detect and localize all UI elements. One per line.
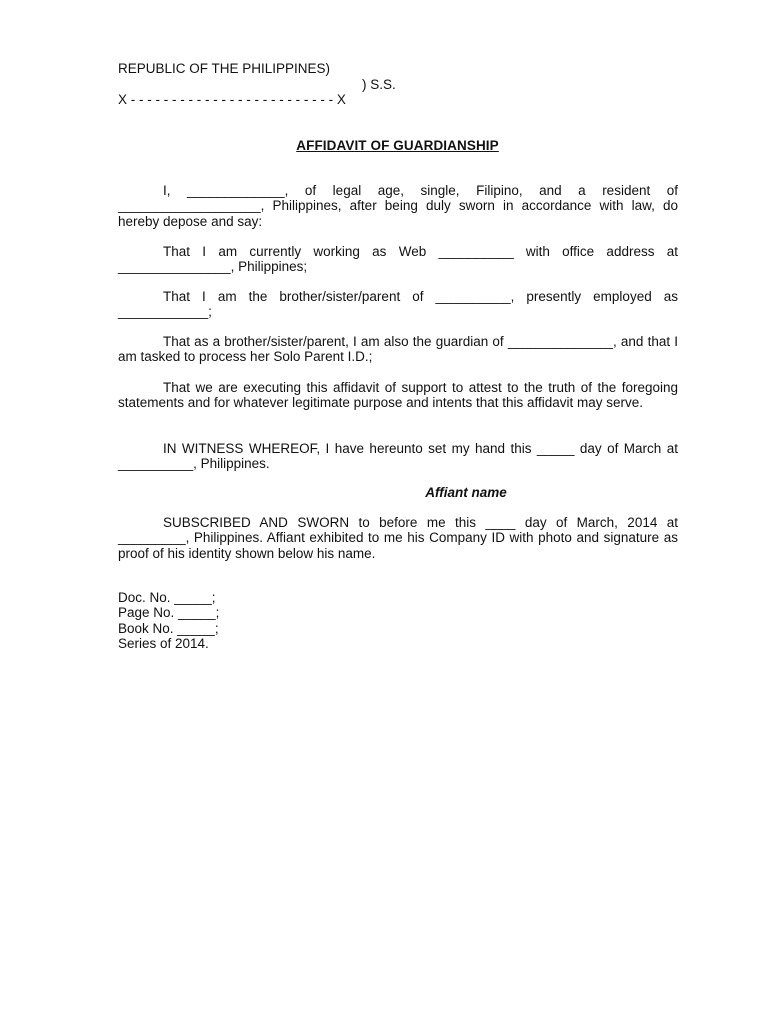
venue-caption [118, 61, 418, 108]
doc-number: Doc. No. _____; [118, 590, 216, 605]
venue-line-separator: X - - - - - - - - - - - - - - - - - - - - - - - - - X [118, 92, 346, 107]
paragraph-purpose: That we are executing this affidavit of support to attest to the truth of the foregoing statements and for whatever legitimate purpose and intents that this affidavit may serve. [118, 380, 678, 411]
venue-line-republic: REPUBLIC OF THE PHILIPPINES) [118, 61, 331, 76]
book-number: Book No. _____; [118, 620, 219, 636]
paragraph-relation: That I am the brother/sister/parent of __________, presently employed as ____________; [118, 289, 678, 320]
document-title: AFFIDAVIT OF GUARDIANSHIP [296, 138, 499, 153]
paragraph-guardian: That as a brother/sister/parent, I am also the guardian of ______________, and that I am tasked to process her Solo Parent I.D.; [118, 334, 678, 365]
paragraph-intro: I, _____________, of legal age, single, Filipino, and a resident of ___________________, Philippines, after being duly sworn in accordance with law, do hereby depose and say: [118, 183, 678, 229]
series-year: Series of 2014. [118, 636, 209, 652]
paragraph-witness: IN WITNESS WHEREOF, I have hereunto set my hand this _____ day of March at __________, Philippines. [118, 441, 678, 472]
venue-line-ss: ) S.S. [362, 76, 396, 92]
affiant-name-label: Affiant name [425, 485, 507, 500]
jurat-paragraph: SUBSCRIBED AND SWORN to before me this ____ day of March, 2014 at _________, Philippines. Affiant exhibited to me his Company ID with photo and signature as proof of his identity shown below his name. [118, 515, 678, 561]
notarial-register [118, 590, 219, 652]
page-number: Page No. _____; [118, 605, 220, 621]
paragraph-employment: That I am currently working as Web __________ with office address at _______________, Philippines; [118, 244, 678, 275]
